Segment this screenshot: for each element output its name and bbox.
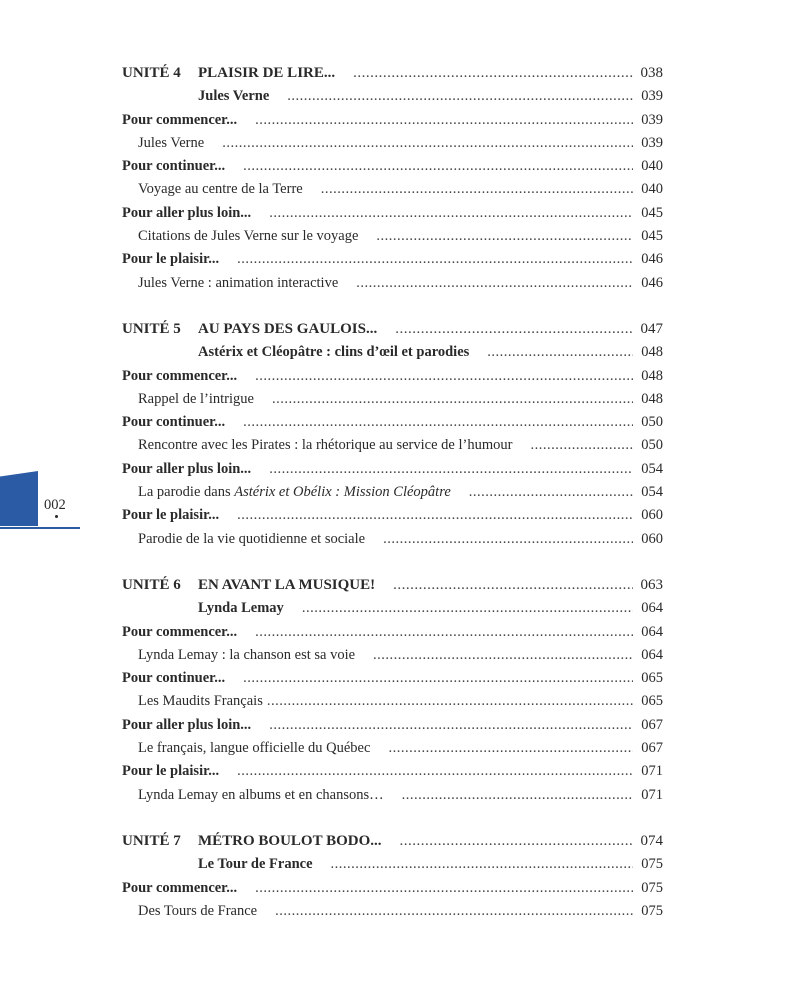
dot-leader [331,853,633,876]
unit-label: UNITÉ 7 [122,832,181,849]
dot-leader [237,504,633,527]
entry-text: Lynda Lemay en albums et en chansons… [138,786,384,803]
dot-leader [267,690,633,713]
entry-text: Pour aller plus loin... [122,460,252,477]
entry-label [122,109,237,132]
page-ref: 046 [641,274,663,291]
page-number-dot [55,515,58,518]
page-ref: 048 [641,367,663,384]
unit-heading [122,318,377,341]
unit-subtitle-row [122,597,663,620]
entry-text: Parodie de la vie quotidienne et sociale [138,530,366,547]
entry-text: Rappel de l’intrigue [138,390,254,407]
page-ref: 071 [641,763,663,780]
entry-label [138,900,257,923]
entry-text: Pour le plaisir... [122,507,220,524]
toc-section [122,155,663,178]
page-ref: 060 [641,530,663,547]
page-ref: 038 [640,65,663,81]
entry-text: Pour commencer... [122,367,238,384]
entry-text: Pour commencer... [122,879,238,896]
unit-heading [122,830,382,853]
toc-section [122,458,663,481]
unit-title-row [122,830,663,853]
entry-text: Pour commencer... [122,111,238,128]
entry-label [138,690,263,713]
entry-label [122,248,219,271]
page-tab-underline [0,527,80,529]
dot-leader [402,784,633,807]
entry-text: Le français, langue officielle du Québec [138,740,371,757]
page-ref: 040 [641,181,663,198]
entry-text: Jules Verne [138,134,205,151]
unit-heading [122,574,375,597]
toc-item [122,434,663,457]
entry-label [122,504,219,527]
entry-text: Jules Verne : animation interactive [138,274,339,291]
unit-subtitle: Lynda Lemay [198,600,284,617]
dot-leader [376,225,633,248]
dot-leader [469,481,633,504]
dot-leader [272,388,633,411]
toc-item [122,225,663,248]
toc-item [122,178,663,201]
entry-text: Rencontre avec les Pirates : la rhétorique au service de l’humour [138,437,513,454]
toc-item [122,388,663,411]
page-ref: 047 [640,320,663,337]
unit-title: EN AVANT LA MUSIQUE! [198,576,376,593]
dot-leader [243,155,633,178]
unit-subtitle-row [122,341,663,364]
entry-italic-title: Astérix et Obélix : Mission Cléopâtre [234,484,451,501]
unit-title: PLAISIR DE LIRE... [198,65,336,81]
toc-section [122,411,663,434]
dot-leader [269,202,633,225]
entry-label [138,178,303,201]
page-ref: 064 [641,600,663,617]
dot-leader [302,597,633,620]
page-ref: 048 [641,390,663,407]
dot-leader [255,109,633,132]
unit-label: UNITÉ 5 [122,320,181,337]
page-ref: 050 [641,437,663,454]
entry-text: Pour continuer... [122,158,226,175]
toc-item [122,132,663,155]
page-ref: 039 [641,111,663,128]
page-ref: 075 [641,856,663,873]
dot-leader [373,644,633,667]
entry-label [122,365,237,388]
page-ref: 045 [641,204,663,221]
page-tab-marker [0,471,38,526]
toc-section [122,877,663,900]
dot-leader [243,411,633,434]
entry-label [122,202,251,225]
unit-heading [122,62,335,85]
page-ref: 075 [641,879,663,896]
entry-text: Des Tours de France [138,902,258,919]
page-ref: 045 [641,228,663,245]
entry-label [122,760,219,783]
toc-item [122,528,663,551]
page-ref: 063 [640,576,663,593]
page-ref: 065 [641,693,663,710]
toc-section [122,667,663,690]
entry-label [122,714,251,737]
toc-section [122,109,663,132]
dot-leader [395,318,633,341]
unit-subtitle-row [122,853,663,876]
page-ref: 067 [641,716,663,733]
dot-leader [243,667,633,690]
page-ref: 048 [641,344,663,361]
dot-leader [388,737,633,760]
toc-section [122,714,663,737]
entry-label [138,434,512,457]
dot-leader [393,574,633,597]
dot-leader [269,458,633,481]
unit-title-row [122,318,663,341]
unit-title-row [122,574,663,597]
entry-label [138,225,358,248]
page-ref: 039 [641,88,663,105]
unit-title-row [122,62,663,85]
unit-subtitle: Le Tour de France [198,856,313,873]
toc-item [122,272,663,295]
page-ref: 065 [641,670,663,687]
unit-label: UNITÉ 4 [122,65,181,81]
entry-label [122,667,225,690]
dot-leader [275,900,633,923]
entry-label [122,155,225,178]
toc-section [122,202,663,225]
toc-item [122,900,663,923]
entry-text: Voyage au centre de la Terre [138,181,303,198]
unit-subtitle: Astérix et Cléopâtre : clins d’œil et parodies [198,344,470,361]
entry-text: Pour commencer... [122,623,238,640]
dot-leader [321,178,633,201]
entry-text: Pour continuer... [122,414,226,431]
page-ref: 074 [640,832,663,849]
page-ref: 050 [641,414,663,431]
entry-label [138,272,338,295]
toc-item [122,690,663,713]
entry-label [138,528,365,551]
page-ref: 039 [641,134,663,151]
toc-section [122,621,663,644]
entry-text: Pour le plaisir... [122,763,220,780]
unit-title: MÉTRO BOULOT BODO... [198,832,382,849]
entry-label [138,388,254,411]
page-ref: 071 [641,786,663,803]
entry-text: Pour aller plus loin... [122,716,252,733]
toc-section [122,248,663,271]
toc-unit [122,318,663,551]
entry-text: Pour continuer... [122,670,226,687]
dot-leader [287,85,633,108]
dot-leader [356,272,633,295]
toc-unit [122,830,663,923]
dot-leader [353,62,633,85]
entry-text: Lynda Lemay : la chanson est sa voie [138,646,356,663]
toc-unit [122,574,663,807]
unit-subtitle: Jules Verne [198,88,270,105]
entry-label [138,481,451,504]
entry-label [138,644,355,667]
toc-item [122,737,663,760]
dot-leader [400,830,633,853]
entry-text: La parodie dans [138,484,235,501]
page-ref: 064 [641,623,663,640]
page-ref: 060 [641,507,663,524]
page-number: 002 [44,497,66,513]
toc-item [122,481,663,504]
dot-leader [222,132,633,155]
entry-label [122,877,237,900]
dot-leader [255,877,633,900]
unit-title: AU PAYS DES GAULOIS... [198,320,378,337]
dot-leader [255,621,633,644]
dot-leader [383,528,633,551]
entry-text: Les Maudits Français [138,693,263,710]
entry-text: Citations de Jules Verne sur le voyage [138,228,359,245]
dot-leader [237,760,633,783]
page-ref: 046 [641,251,663,268]
dot-leader [255,365,633,388]
page-ref: 064 [641,646,663,663]
toc-section [122,760,663,783]
entry-label [122,411,225,434]
unit-label: UNITÉ 6 [122,576,181,593]
entry-label [122,621,237,644]
entry-label [138,737,370,760]
entry-label [138,132,204,155]
toc-unit [122,62,663,295]
entry-text: Pour aller plus loin... [122,204,252,221]
dot-leader [487,341,633,364]
unit-subtitle-row [122,85,663,108]
dot-leader [530,434,633,457]
table-of-contents [122,62,663,946]
toc-section [122,504,663,527]
page-ref: 067 [641,740,663,757]
entry-label [138,784,384,807]
toc-item [122,644,663,667]
page-ref: 054 [641,460,663,477]
entry-text: Pour le plaisir... [122,251,220,268]
page-ref: 075 [641,902,663,919]
page-ref: 040 [641,158,663,175]
entry-label [122,458,251,481]
dot-leader [237,248,633,271]
toc-section [122,365,663,388]
toc-item [122,784,663,807]
page-ref: 054 [641,484,663,501]
dot-leader [269,714,633,737]
